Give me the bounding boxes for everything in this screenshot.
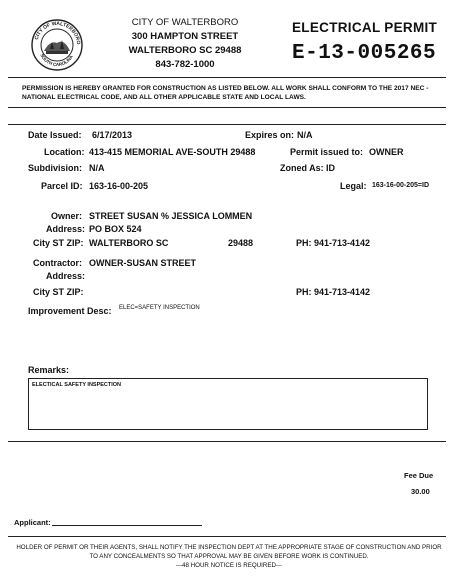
divider [8,124,446,125]
contractor-city-st-zip-label: City ST ZIP: [33,287,84,297]
zip-value: 29488 [228,238,254,248]
address-value: PO BOX 524 [89,224,142,234]
footer-line-2: TO ANY CONCEALMENTS SO THAT APPROVAL MAY BE GIVEN BEFORE WORK IS CONTINUED. [89,553,369,560]
city-address-block [120,16,250,72]
zoned-label: Zoned As: [280,163,324,173]
permit-issued-value: OWNER [369,147,404,157]
location-label: Location: [44,147,85,157]
date-issued-value: 6/17/2013 [92,130,133,140]
applicant-label: Applicant: [14,518,51,527]
city-st-zip-label: City ST ZIP: [33,238,84,248]
divider [8,107,446,108]
fee-due-amount: 30.00 [411,487,430,496]
fee-due-label: Fee Due [404,471,434,480]
divider [8,536,446,537]
legal-value: 163-16-00-205=ID [372,182,430,189]
legal-label: Legal: [340,181,367,191]
remarks-box [28,378,428,430]
permit-issued-label: Permit issued to: [290,147,364,157]
remarks-label: Remarks: [28,365,70,375]
footer-line-1: HOLDER OF PERMIT OR THEIR AGENTS, SHALL NOTIFY THE INSPECTION DEPT AT THE APPROPRIATE STAGE OF CONSTRUCTION AND PRIOR [16,544,442,551]
improvement-value: ELEC=SAFETY INSPECTION [119,305,200,311]
date-issued-label: Date Issued: [28,130,82,140]
city-st-zip-value: WALTERBORO SC [89,238,169,248]
svg-text:SOUTH CAROLINA: SOUTH CAROLINA [39,52,74,68]
divider [8,441,446,442]
improvement-label: Improvement Desc: [28,306,112,316]
city-name: CITY OF WALTERBORO [131,17,239,28]
phone-label: PH: [296,238,312,248]
contractor-phone-value: 941-713-4142 [314,287,371,297]
permit-title: ELECTRICAL PERMIT [292,20,438,35]
city-street: 300 HAMPTON STREET [131,31,239,42]
zoned-value: ID [326,163,335,173]
subdivision-value: N/A [89,163,105,173]
location-value: 413-415 MEMORIAL AVE-SOUTH 29488 [89,147,256,157]
footer-notice [14,543,444,570]
applicant-signature-line [52,525,202,526]
address-label: Address: [46,224,86,234]
svg-text:CITY OF WALTERBORO: CITY OF WALTERBORO [33,20,82,45]
city-citystate: WALTERBORO SC 29488 [128,45,242,56]
phone-value: 941-713-4142 [314,238,371,248]
subdivision-label: Subdivision: [28,163,82,173]
divider [8,77,446,78]
parcel-value: 163-16-00-205 [89,181,149,191]
expires-value: N/A [297,130,313,140]
city-seal-logo [30,18,84,72]
remarks-text: ELECTICAL SAFETY INSPECTION [32,382,122,388]
permit-number: E-13-005265 [292,42,437,65]
owner-label: Owner: [51,211,83,221]
owner-value: STREET SUSAN % JESSICA LOMMEN [89,211,253,221]
footer-line-3: ---48 HOUR NOTICE IS REQUIRED--- [175,562,283,569]
contractor-phone-label: PH: [296,287,312,297]
city-phone: 843-782-1000 [155,59,215,70]
parcel-label: Parcel ID: [41,181,83,191]
contractor-label: Contractor: [33,258,82,268]
contractor-address-label: Address: [46,271,86,281]
permission-notice: PERMISSION IS HEREBY GRANTED FOR CONSTRUCTION AS LISTED BELOW. ALL WORK SHALL CONFORM TO THE 2017 NEC - NATIONAL ELECTRICAL CODE, AND ALL OTHER APPLICABLE STATE AND LOCAL LAWS. [22,85,429,101]
contractor-value: OWNER-SUSAN STREET [89,258,197,268]
expires-label: Expires on: [245,130,295,140]
